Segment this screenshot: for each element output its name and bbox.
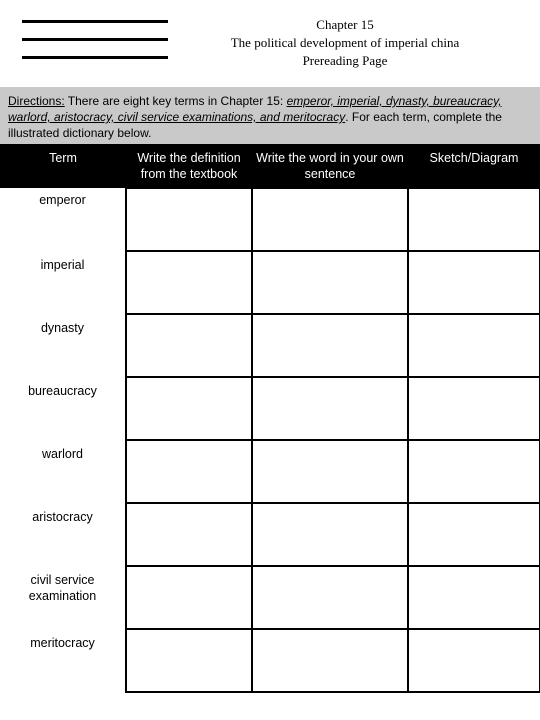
definition-cell[interactable] <box>126 566 252 629</box>
column-header-definition: Write the definition from the textbook <box>126 144 252 188</box>
definition-cell[interactable] <box>126 251 252 314</box>
name-line-2[interactable] <box>22 38 168 41</box>
definition-cell[interactable] <box>126 503 252 566</box>
page-title: Prereading Page <box>302 53 388 68</box>
table-row <box>0 251 540 314</box>
chapter-subtitle: The political development of imperial china <box>230 35 460 50</box>
page-header <box>180 16 510 70</box>
name-line-1[interactable] <box>22 20 168 23</box>
definition-cell[interactable] <box>126 314 252 377</box>
sentence-cell[interactable] <box>252 629 408 692</box>
directions-terms-list: emperor, imperial, dynasty, bureaucracy, warlord, aristocracy, civil service examinations, and meritocracy <box>8 94 502 124</box>
sketch-cell[interactable] <box>408 629 540 692</box>
definition-cell[interactable] <box>126 629 252 692</box>
term-cell: civil service examination <box>28 573 97 603</box>
sketch-cell[interactable] <box>408 440 540 503</box>
sentence-cell[interactable] <box>252 503 408 566</box>
sketch-cell[interactable] <box>408 566 540 629</box>
sketch-cell[interactable] <box>408 314 540 377</box>
term-cell: meritocracy <box>30 636 95 650</box>
sentence-cell[interactable] <box>252 314 408 377</box>
term-cell: dynasty <box>40 321 85 335</box>
sketch-cell[interactable] <box>408 503 540 566</box>
sketch-cell[interactable] <box>408 251 540 314</box>
directions-text-before: There are eight key terms in Chapter 15: <box>64 94 287 108</box>
sketch-cell[interactable] <box>408 188 540 251</box>
column-header-sentence: Write the word in your own sentence <box>252 144 408 188</box>
vocabulary-table <box>0 144 540 693</box>
table-row <box>0 566 540 629</box>
table-row <box>0 314 540 377</box>
sentence-cell[interactable] <box>252 188 408 251</box>
sentence-cell[interactable] <box>252 377 408 440</box>
table-row <box>0 188 540 251</box>
directions-label: Directions: <box>8 94 65 108</box>
definition-cell[interactable] <box>126 377 252 440</box>
definition-cell[interactable] <box>126 188 252 251</box>
sketch-cell[interactable] <box>408 377 540 440</box>
term-cell: warlord <box>42 447 83 461</box>
chapter-title: Chapter 15 <box>316 17 374 32</box>
column-header-term: Term <box>0 144 126 188</box>
term-cell: bureaucracy <box>28 384 97 398</box>
column-header-sketch: Sketch/Diagram <box>408 144 540 188</box>
directions-box <box>0 87 540 144</box>
sentence-cell[interactable] <box>252 566 408 629</box>
name-line-3[interactable] <box>22 56 168 59</box>
term-cell: aristocracy <box>32 510 93 524</box>
table-row <box>0 440 540 503</box>
definition-cell[interactable] <box>126 440 252 503</box>
table-header-row <box>0 144 540 188</box>
sentence-cell[interactable] <box>252 251 408 314</box>
table-row <box>0 377 540 440</box>
term-cell: imperial <box>40 258 85 272</box>
name-lines <box>22 20 168 74</box>
term-cell: emperor <box>39 193 86 207</box>
sentence-cell[interactable] <box>252 440 408 503</box>
table-row <box>0 503 540 566</box>
directions-text-after: . For each term, complete the illustrated dictionary below. <box>8 110 502 140</box>
table-row <box>0 629 540 692</box>
